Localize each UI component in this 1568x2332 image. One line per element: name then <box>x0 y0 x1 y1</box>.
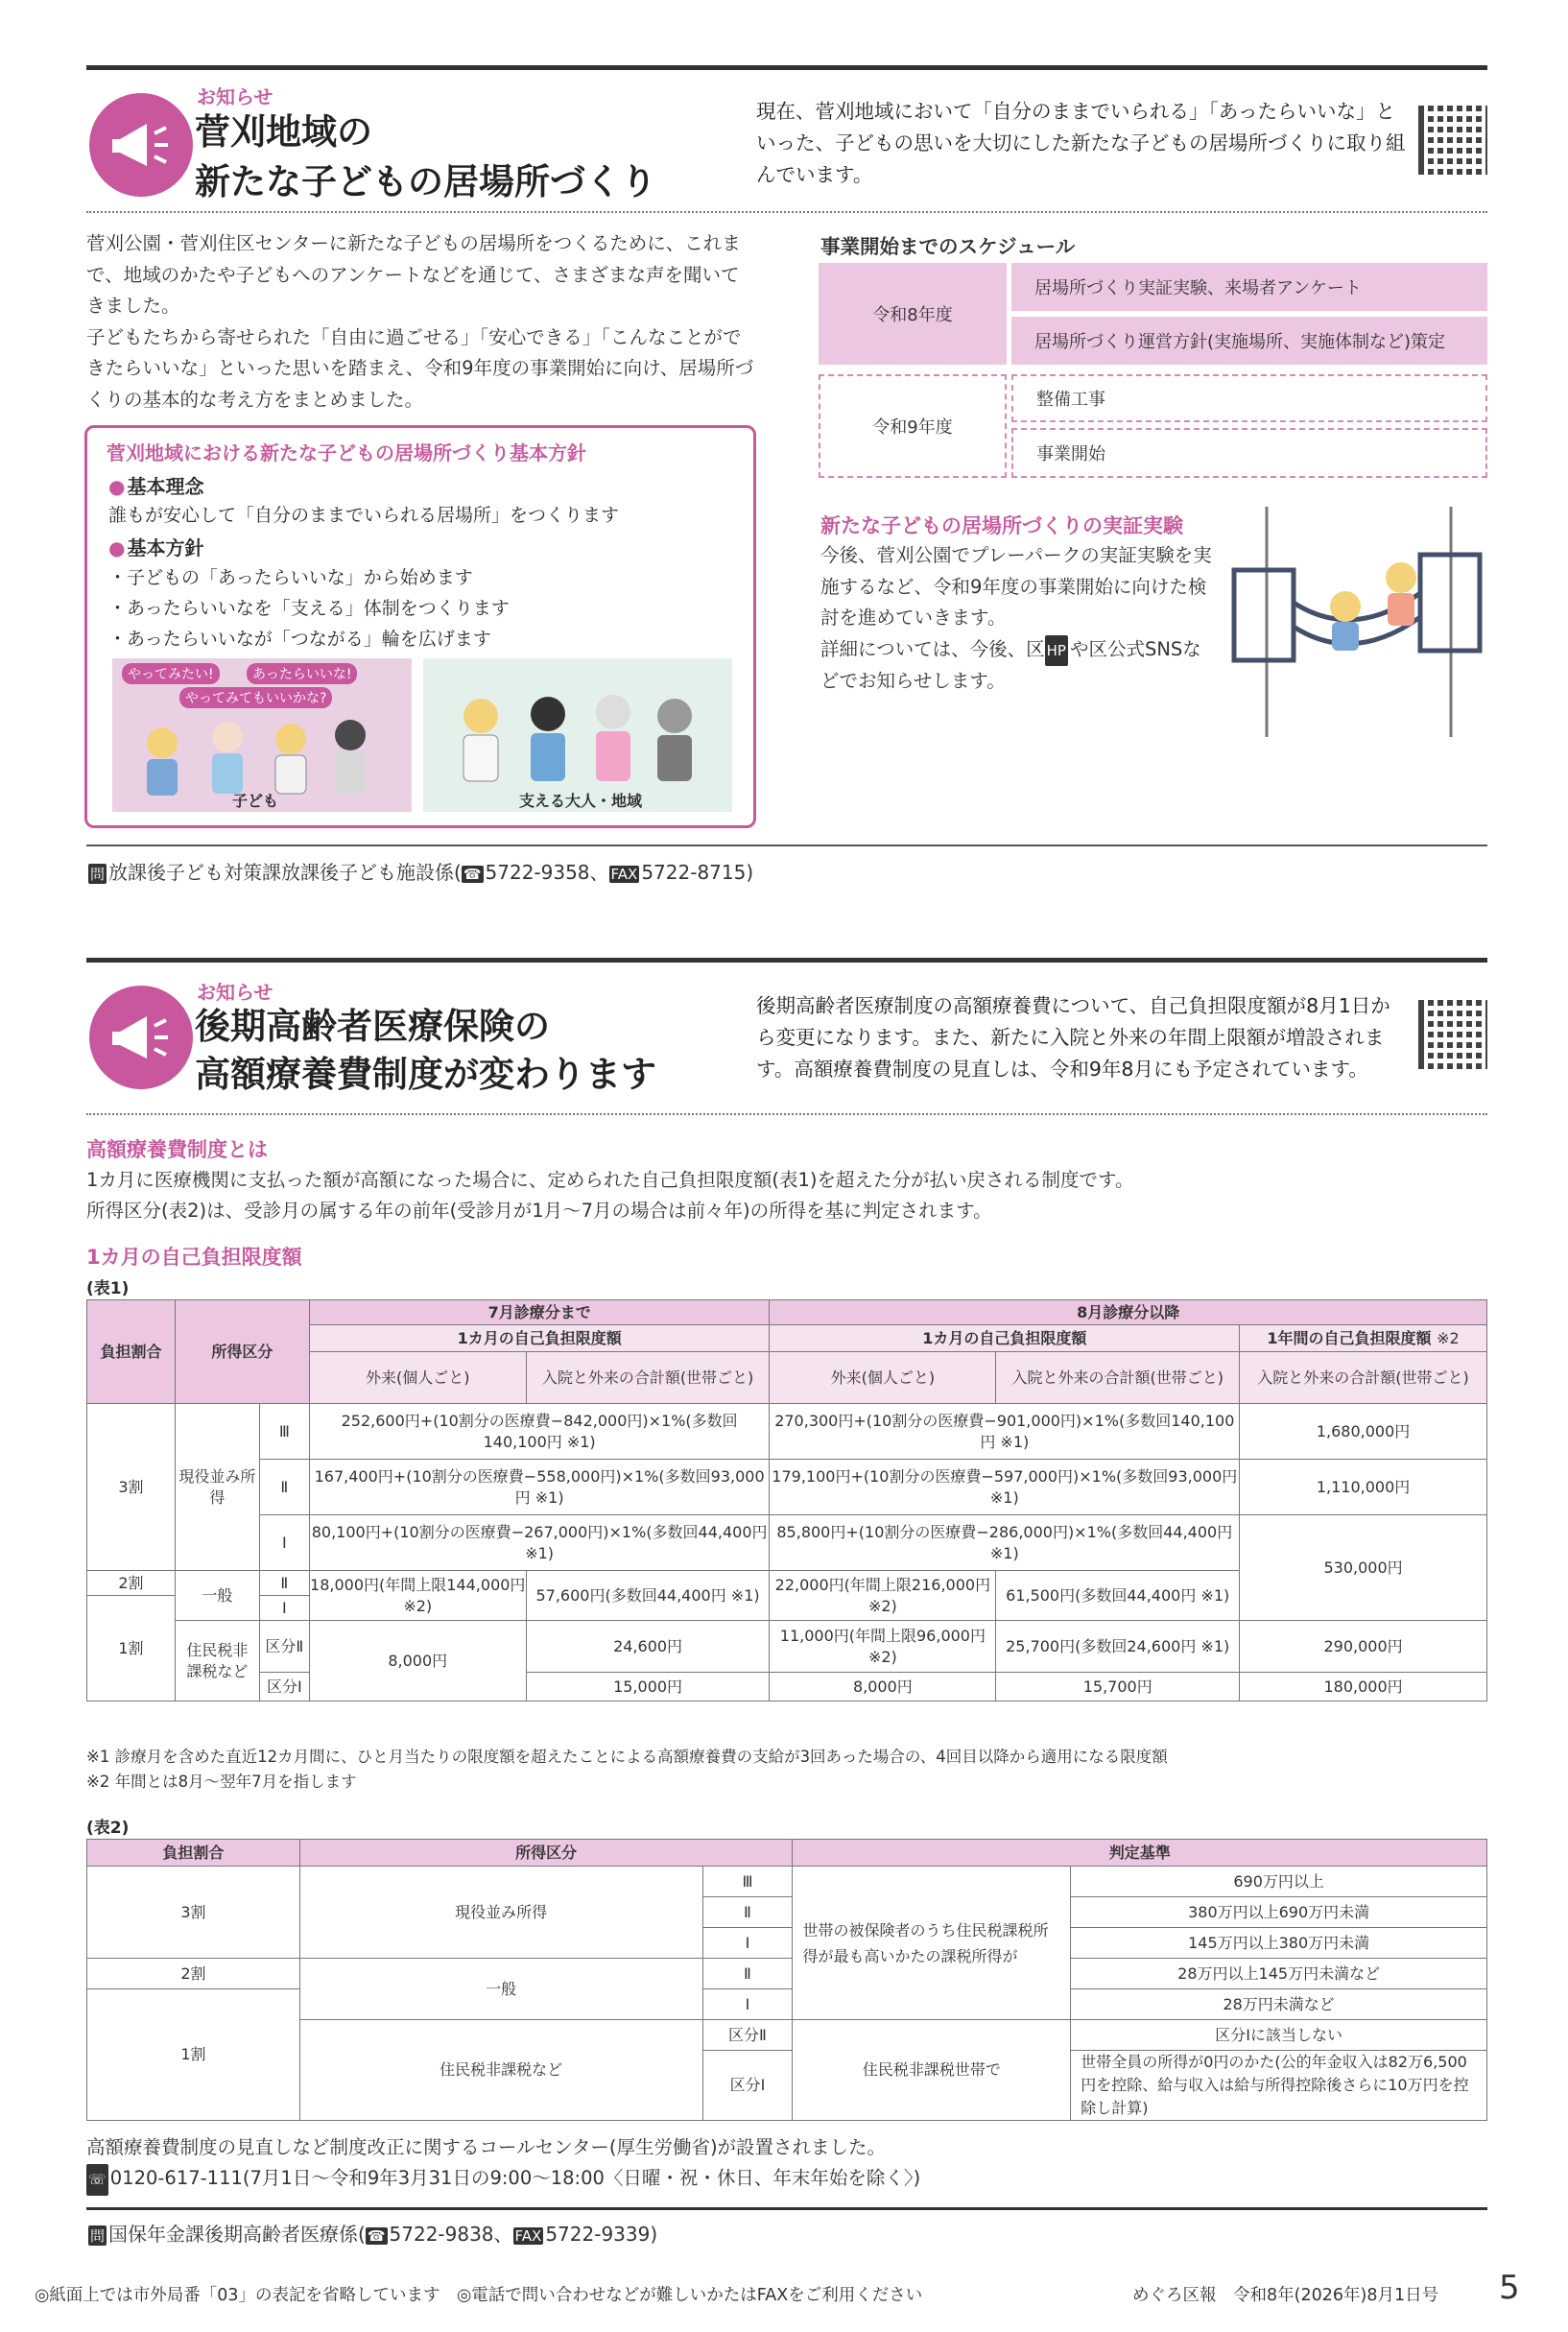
section1-divider <box>86 211 1487 213</box>
t1-h-burden: 負担割合 <box>87 1300 176 1404</box>
schedule-item: 事業開始 <box>1011 428 1487 478</box>
policy-item: ・子どもの「あったらいいな」から始めます <box>108 567 473 588</box>
experiment-text1: 今後、菅刈公園でプレーパークの実証実験を実施するなど、令和9年度の事業開始に向けた検討を進めていきます。 <box>820 544 1212 629</box>
section2-divider <box>86 1113 1487 1115</box>
t1-group: 住民税非課税など <box>175 1621 259 1701</box>
limit-title: 1カ月の自己負担限度額 <box>86 1246 302 1269</box>
principle-heading: ● 基本理念 <box>108 472 742 501</box>
t2-rate: 2割 <box>87 1959 300 1989</box>
caption-adults: 支える大人・地域 <box>519 792 643 810</box>
t1-cell: 8,000円 <box>770 1673 996 1701</box>
section2-lead: 後期高齢者医療制度の高額療養費について、自己負担限度額が8月1日から変更になります。また、新たに入院と外来の年間上限額が増設されます。高額療養費制度の見直しは、令和9年8月にも予定されています。 <box>756 994 1390 1081</box>
phone-icon: ☎ <box>367 2227 386 2245</box>
t1-rate: 3割 <box>87 1404 176 1571</box>
contact-tel[interactable]: 5722-9838 <box>389 2223 494 2246</box>
t1-level: Ⅲ <box>259 1404 309 1460</box>
t2-criteria: 区分Ⅰに該当しない <box>1071 2020 1487 2051</box>
speech-bubble: やってみてもいいかな? <box>179 687 332 708</box>
t2-criteria: 145万円以上380万円未満 <box>1071 1928 1487 1959</box>
table2-label: (表2) <box>86 1819 130 1838</box>
t1-cell: 1,680,000円 <box>1240 1404 1487 1460</box>
what-text1: 1カ月に医療機関に支払った額が高額になった場合に、定められた自己負担限度額(表1)を超えた分が払い戻される制度です。 <box>86 1169 1134 1191</box>
policy-box <box>84 425 756 828</box>
contact-fax[interactable]: 5722-8715 <box>641 861 747 884</box>
t1-cell: 24,600円 <box>526 1621 770 1673</box>
t2-h-burden: 負担割合 <box>87 1840 300 1867</box>
section1-title-line2: 新たな子どもの居場所づくり <box>195 161 656 202</box>
what-text2: 所得区分(表2)は、受診月の属する年の前年(受診月が1月〜7月の場合は前々年)の所得を基に判定されます。 <box>86 1200 992 1222</box>
experiment-text2a: 詳細については、今後、区 <box>820 637 1045 660</box>
t2-criteria: 28万円未満など <box>1071 1989 1487 2020</box>
policy-item: ・あったらいいなが「つながる」輪を広げます <box>108 629 491 650</box>
t2-criteria: 世帯全員の所得が0円のかた(公的年金収入は82万6,500円を控除、給与収入は給与所得控除後さらに10万円を控除し計算) <box>1071 2051 1487 2121</box>
t2-exempt-household: 住民税非課税世帯で <box>793 2020 1071 2121</box>
speech-bubble: あったらいいな! <box>247 663 357 684</box>
what-title: 高額療養費制度とは <box>86 1138 268 1161</box>
section1-top-rule <box>86 65 1487 70</box>
adults-illustration <box>423 658 732 812</box>
t1-level: Ⅱ <box>259 1460 309 1515</box>
t2-rate: 1割 <box>87 1989 300 2121</box>
t1-group: 現役並み所得 <box>175 1404 259 1571</box>
t1-h-outpatient: 外来(個人ごと) <box>309 1352 526 1404</box>
notice-label: お知らせ <box>197 85 273 108</box>
t2-level: 区分Ⅰ <box>702 2051 793 2121</box>
t2-criteria: 380万円以上690万円未満 <box>1071 1897 1487 1928</box>
t1-h-aug: 8月診療分以降 <box>770 1300 1487 1325</box>
schedule-item: 整備工事 <box>1011 374 1487 422</box>
notice-label: お知らせ <box>197 981 273 1004</box>
schedule-year: 令和9年度 <box>819 374 1007 478</box>
caption-children: 子ども <box>232 792 279 810</box>
page-number: 5 <box>1499 2269 1520 2307</box>
section2-title-line1: 後期高齢者医療保険の <box>195 1006 550 1047</box>
footer-issue: めぐろ区報 令和8年(2026年)8月1日号 <box>1132 2286 1439 2305</box>
section2-top-rule <box>86 958 1487 963</box>
t1-h-july: 7月診療分まで <box>309 1300 770 1325</box>
t1-h-total: 入院と外来の合計額(世帯ごと) <box>996 1352 1240 1404</box>
policy-item: ・あったらいいなを「支える」体制をつくります <box>108 598 510 619</box>
t2-group: 住民税非課税など <box>299 2020 702 2121</box>
phone-icon: ☎ <box>463 866 482 883</box>
section1-body: 菅刈公園・菅刈住区センターに新たな子どもの居場所をつくるために、これまで、地域のかたや子どもへのアンケートなどを通じて、さまざまな声を聞いてきました。 子どもたちから寄せられた「自由に過ごせる」「安心できる」「こんなことができたらいいな」といった思いを踏まえ、令和9年度の事業開始に向け、居場所づくりの基本的な考え方をまとめました。 <box>86 232 754 411</box>
t1-cell: 15,000円 <box>526 1673 770 1701</box>
inquiry-icon: 問 <box>90 2227 106 2245</box>
schedule-item: 居場所づくり運営方針(実施場所、実施体制など)策定 <box>1011 317 1487 365</box>
experiment-text2b: や区公式SNSなどでお知らせします。 <box>820 637 1201 692</box>
t1-cell: 530,000円 <box>1240 1515 1487 1621</box>
t2-tax-text: 世帯の被保険者のうち住民税課税所得が最も高いかたの課税所得が <box>793 1867 1071 2020</box>
t1-cell: 25,700円(多数回24,600円 ※1) <box>996 1621 1240 1673</box>
t1-level: Ⅰ <box>259 1515 309 1571</box>
t1-h-month-limit: 1カ月の自己負担限度額 <box>309 1325 770 1352</box>
section1-bottom-rule <box>86 845 1487 846</box>
t1-h-year-total: 入院と外来の合計額(世帯ごと) <box>1240 1352 1487 1404</box>
note1: ※1 診療月を含めた直近12カ月間に、ひと月当たりの限度額を超えたことによる高額療養費の支給が3回あった場合の、4回目以降から適用になる限度額 <box>86 1748 1168 1766</box>
schedule-year: 令和8年度 <box>819 263 1007 365</box>
megaphone-icon <box>89 986 193 1089</box>
experiment-text <box>820 540 1214 698</box>
t1-h-income: 所得区分 <box>175 1300 309 1404</box>
t1-h-month-limit: 1カ月の自己負担限度額 <box>770 1325 1240 1352</box>
t2-h-income: 所得区分 <box>299 1840 793 1867</box>
schedule-title: 事業開始までのスケジュール <box>820 235 1076 258</box>
qr-code-icon[interactable] <box>1418 106 1487 175</box>
policy-heading: ● 基本方針 <box>108 534 742 562</box>
contact-tel[interactable]: 5722-9358 <box>485 861 590 884</box>
contact-dept: 国保年金課後期高齢者医療係( <box>108 2223 366 2246</box>
t1-cell: 11,000円(年間上限96,000円 ※2) <box>770 1621 996 1673</box>
t2-level: Ⅲ <box>702 1867 793 1897</box>
t1-rate: 2割 <box>87 1571 176 1596</box>
t2-level: Ⅱ <box>702 1897 793 1928</box>
section1-contact: 問 放課後子ども対策課放課後子ども施設係( ☎ 5722-9358、 FAX 5722-8715) <box>90 861 754 884</box>
t1-level: Ⅰ <box>259 1596 309 1621</box>
free-dial-number[interactable]: 0120-617-111(7月1日〜令和9年3月31日の9:00〜18:00〈日曜・祝・休日、年末年始を除く〉) <box>109 2167 921 2189</box>
call-center-text: 高額療養費制度の見直しなど制度改正に関するコールセンター(厚生労働省)が設置されました。 <box>86 2136 887 2158</box>
section2-contact: 問 国保年金課後期高齢者医療係( ☎ 5722-9838、 FAX 5722-9339) <box>90 2223 658 2246</box>
income-table <box>86 1839 1487 2121</box>
fax-icon: FAX <box>514 2227 542 2245</box>
section2-bottom-rule <box>86 2207 1487 2210</box>
t2-rate: 3割 <box>87 1867 300 1959</box>
hp-badge: HP <box>1045 635 1068 667</box>
policy-title: 菅刈地域における新たな子どもの居場所づくり基本方針 <box>107 441 586 464</box>
speech-bubble: やってみたい! <box>122 663 220 684</box>
t1-cell: 1,110,000円 <box>1240 1460 1487 1515</box>
t2-level: Ⅱ <box>702 1959 793 1989</box>
t1-cell: 179,100円+(10割分の医療費−597,000円)×1%(多数回93,000円 ※1) <box>770 1460 1240 1515</box>
t1-cell: 8,000円 <box>309 1621 526 1701</box>
t1-rate: 1割 <box>87 1596 176 1701</box>
experiment-title: 新たな子どもの居場所づくりの実証実験 <box>820 514 1183 537</box>
t1-cell: 85,800円+(10割分の医療費−286,000円)×1%(多数回44,400円 ※1) <box>770 1515 1240 1571</box>
t1-cell: 57,600円(多数回44,400円 ※1) <box>526 1571 770 1621</box>
children-illustration <box>112 658 412 812</box>
t1-cell: 270,300円+(10割分の医療費−901,000円)×1%(多数回140,100円 ※1) <box>770 1404 1240 1460</box>
t2-level: 区分Ⅱ <box>702 2020 793 2051</box>
note2: ※2 年間とは8月〜翌年7月を指します <box>86 1773 357 1791</box>
footer-note: ◎紙面上では市外局番「03」の表記を省略しています ◎電話で問い合わせなどが難しいかたはFAXをご利用ください <box>35 2286 923 2305</box>
t1-cell: 290,000円 <box>1240 1621 1487 1673</box>
free-dial-icon: ☏ <box>86 2164 108 2196</box>
t1-level: Ⅱ <box>259 1571 309 1596</box>
schedule-item: 居場所づくり実証実験、来場者アンケート <box>1011 263 1487 311</box>
t1-group: 一般 <box>175 1571 259 1621</box>
t2-level: Ⅰ <box>702 1989 793 2020</box>
t2-group: 一般 <box>299 1959 702 2020</box>
t1-h-year-limit: 1年間の自己負担限度額 ※2 <box>1240 1325 1487 1352</box>
t1-level: 区分Ⅱ <box>259 1621 309 1673</box>
section1-lead: 現在、菅刈地域において「自分のままでいられる」「あったらいいな」といった、子どもの思いを大切にした新たな子どもの居場所づくりに取り組んでいます。 <box>756 100 1406 186</box>
t1-h-total: 入院と外来の合計額(世帯ごと) <box>526 1352 770 1404</box>
free-dial <box>86 2163 1487 2196</box>
t1-cell: 18,000円(年間上限144,000円 ※2) <box>309 1571 526 1621</box>
t1-cell: 61,500円(多数回44,400円 ※1) <box>996 1571 1240 1621</box>
inquiry-icon: 問 <box>90 866 106 883</box>
contact-fax[interactable]: 5722-9339 <box>545 2223 651 2246</box>
section2-title-line2: 高額療養費制度が変わります <box>195 1054 656 1095</box>
fax-icon: FAX <box>610 866 638 883</box>
limit-table <box>86 1299 1487 1701</box>
t2-group: 現役並み所得 <box>299 1867 702 1959</box>
principle-text: 誰もが安心して「自分のままでいられる居場所」をつくります <box>108 505 620 526</box>
t1-level: 区分Ⅰ <box>259 1673 309 1701</box>
table1-label: (表1) <box>86 1279 130 1298</box>
t2-criteria: 28万円以上145万円未満など <box>1071 1959 1487 1989</box>
t1-cell: 15,700円 <box>996 1673 1240 1701</box>
megaphone-icon <box>89 93 193 197</box>
t1-cell: 252,600円+(10割分の医療費−842,000円)×1%(多数回140,100円 ※1) <box>309 1404 770 1460</box>
t1-cell: 167,400円+(10割分の医療費−558,000円)×1%(多数回93,000円 ※1) <box>309 1460 770 1515</box>
t2-level: Ⅰ <box>702 1928 793 1959</box>
playpark-illustration-icon <box>1228 507 1487 747</box>
t1-cell: 180,000円 <box>1240 1673 1487 1701</box>
t2-h-criteria: 判定基準 <box>793 1840 1487 1867</box>
t2-criteria: 690万円以上 <box>1071 1867 1487 1897</box>
t1-h-outpatient: 外来(個人ごと) <box>770 1352 996 1404</box>
contact-dept: 放課後子ども対策課放課後子ども施設係( <box>108 861 462 884</box>
t1-cell: 80,100円+(10割分の医療費−267,000円)×1%(多数回44,400円 ※1) <box>309 1515 770 1571</box>
section1-title-line1: 菅刈地域の <box>195 111 372 153</box>
qr-code-icon[interactable] <box>1418 1000 1487 1069</box>
t1-cell: 22,000円(年間上限216,000円 ※2) <box>770 1571 996 1621</box>
